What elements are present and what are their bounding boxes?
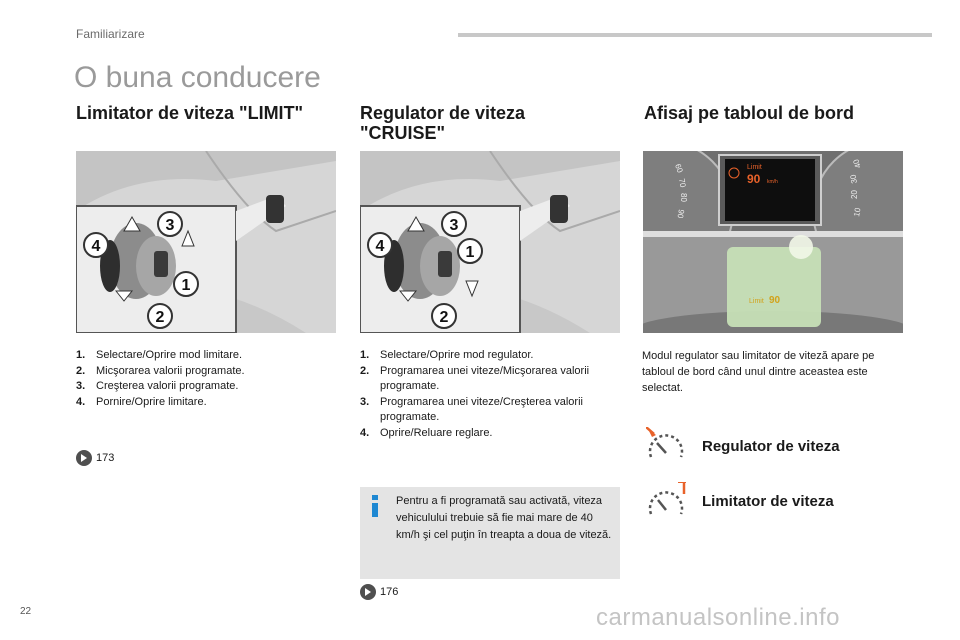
svg-text:80: 80 bbox=[679, 193, 688, 202]
list-item: 3. Creşterea valorii programate. bbox=[76, 380, 239, 392]
callout-1: 1 bbox=[181, 277, 191, 294]
limit-title: Limitator de viteza "LIMIT" bbox=[76, 103, 304, 123]
list-item: 3. Programarea unei viteze/Creşterea valorii programate. bbox=[360, 395, 583, 423]
callout-3: 3 bbox=[165, 217, 175, 234]
list-item: 1. Selectare/Oprire mod limitare. bbox=[76, 349, 243, 361]
regulator-indicator bbox=[646, 427, 840, 465]
page-title: O buna conducere bbox=[74, 61, 321, 94]
header-divider bbox=[458, 33, 932, 37]
limit-page-ref[interactable]: 173 bbox=[76, 450, 114, 466]
arrow-link-icon bbox=[76, 450, 92, 466]
callout-4: 4 bbox=[375, 238, 385, 255]
callout-4: 4 bbox=[91, 238, 101, 255]
svg-text:70: 70 bbox=[677, 177, 688, 189]
list-item: 1. Selectare/Oprire mod regulator. bbox=[360, 349, 534, 361]
callout-2: 2 bbox=[439, 309, 449, 326]
callout-1: 1 bbox=[465, 244, 475, 261]
svg-text:40: 40 bbox=[851, 157, 863, 170]
callout-2: 2 bbox=[155, 309, 165, 326]
info-note-text: Pentru a fi programată sau activată, viteza vehiculului trebuie să fie mai mare de 40 km/h şi cel puţin în treapta a doua de viteză. bbox=[396, 495, 612, 541]
dashboard-description: Modul regulator sau limitator de viteză apare pe tabloul de bord când unul dintre aceastea este selectat. bbox=[642, 350, 875, 394]
limit-control-illustration bbox=[76, 151, 336, 333]
cruise-speedometer-icon bbox=[646, 427, 686, 465]
limit-list bbox=[76, 348, 336, 410]
list-item: 4. Oprire/Reluare reglare. bbox=[360, 426, 493, 439]
svg-text:60: 60 bbox=[673, 162, 685, 175]
cruise-control-illustration bbox=[360, 151, 620, 333]
limiter-speedometer-icon bbox=[646, 482, 686, 520]
arrow-link-icon bbox=[360, 584, 376, 600]
svg-text:20: 20 bbox=[850, 190, 859, 199]
dashboard-title: Afisaj pe tabloul de bord bbox=[644, 103, 855, 123]
limitator-label: Limitator de viteza bbox=[702, 492, 834, 510]
list-item: 2. Programarea unei viteze/Micşorarea valorii programate. bbox=[360, 364, 590, 392]
info-icon bbox=[370, 495, 380, 517]
callout-3: 3 bbox=[449, 217, 459, 234]
cruise-title: Regulator de viteza "CRUISE" bbox=[360, 103, 526, 143]
list-item: 4. Pornire/Oprire limitare. bbox=[76, 395, 207, 408]
svg-text:90: 90 bbox=[747, 172, 761, 186]
svg-text:Limit: Limit bbox=[749, 298, 764, 305]
svg-text:10: 10 bbox=[852, 207, 863, 218]
svg-text:90: 90 bbox=[675, 208, 686, 219]
list-item: 2. Micşorarea valorii programate. bbox=[76, 364, 245, 377]
dashboard-illustration bbox=[643, 151, 903, 333]
limitator-indicator bbox=[646, 482, 834, 520]
section-label: Familiarizare bbox=[76, 27, 145, 41]
watermark: carmanualsonline.info bbox=[596, 604, 840, 631]
info-note bbox=[360, 487, 620, 579]
regulator-label: Regulator de viteza bbox=[702, 437, 840, 455]
svg-text:Limit: Limit bbox=[747, 164, 762, 171]
svg-text:30: 30 bbox=[848, 173, 859, 185]
cruise-page-ref[interactable]: 176 bbox=[360, 584, 398, 600]
page-number: 22 bbox=[20, 606, 32, 617]
cruise-list bbox=[360, 348, 622, 441]
svg-text:km/h: km/h bbox=[767, 179, 778, 185]
svg-text:90: 90 bbox=[769, 295, 781, 306]
